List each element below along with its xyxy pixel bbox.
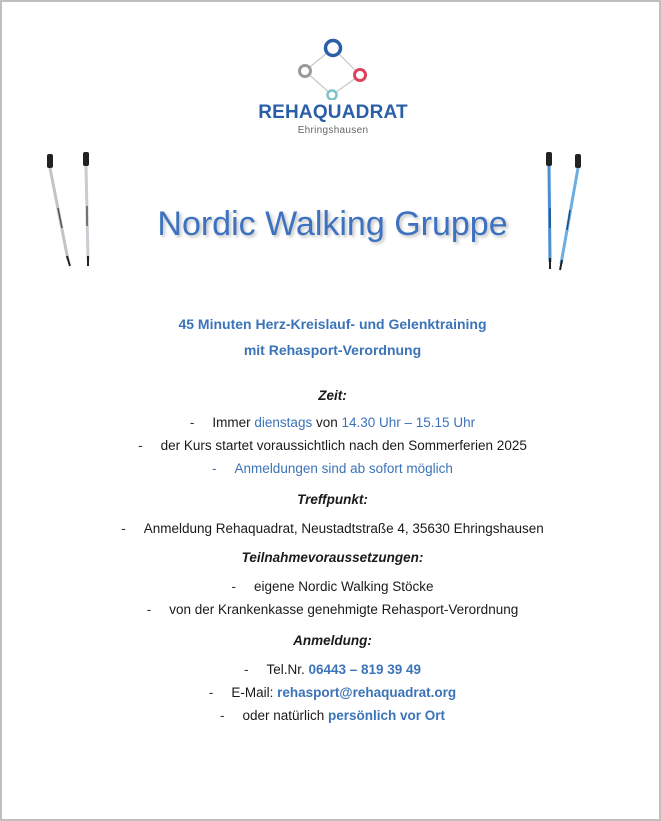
email-label: E-Mail: — [231, 685, 278, 700]
subtitle — [2, 311, 661, 363]
list-item-voraussetzungen-2 — [2, 598, 661, 621]
list-item-zeit-2 — [2, 434, 661, 457]
phone-number-link[interactable]: 06443 – 819 39 49 — [308, 662, 422, 677]
logo-location: Ehringshausen — [297, 125, 369, 136]
bullet-dash: - — [243, 662, 249, 677]
email-link[interactable]: rehasport@rehaquadrat.org — [277, 685, 457, 700]
treffpunkt-address: Anmeldung Rehaquadrat, Neustadtstraße 4, 35630 Ehringshausen — [143, 521, 544, 536]
section-heading-treffpunkt: Treffpunkt: — [297, 492, 368, 507]
zeit-mid: von — [312, 415, 342, 430]
subtitle-line-1: 45 Minuten Herz-Kreislauf- und Gelenktraining — [178, 316, 487, 332]
list-item-zeit-1 — [2, 411, 661, 434]
bullet-dash: - — [121, 521, 126, 536]
logo-brand-name: REHAQUADRAT — [258, 102, 408, 123]
bullet-dash: - — [219, 708, 225, 723]
list-item-treffpunkt-1 — [2, 517, 661, 540]
page-title: Nordic Walking Gruppe — [157, 205, 508, 243]
zeit-prefix: Immer — [212, 415, 255, 430]
voraussetzung-verordnung: von der Krankenkasse genehmigte Rehasport-Verordnung — [169, 602, 519, 617]
zeit-time: 14.30 Uhr – 15.15 Uhr — [341, 415, 476, 430]
bullet-dash: - — [146, 602, 152, 617]
bullet-dash: - — [208, 685, 214, 700]
list-item-anmeldung-inperson — [2, 704, 661, 727]
rehaquadrat-logo-mark-icon — [293, 38, 373, 100]
section-heading-zeit: Zeit: — [318, 388, 347, 403]
subtitle-line-2: mit Rehasport-Verordnung — [243, 342, 422, 358]
rehaquadrat-logo — [258, 38, 408, 136]
inperson-text: persönlich vor Ort — [328, 708, 446, 723]
list-item-voraussetzungen-1 — [2, 575, 661, 598]
bullet-dash: - — [138, 438, 143, 453]
zeit-registration-note: Anmeldungen sind ab sofort möglich — [234, 461, 453, 476]
zeit-start-note: der Kurs startet voraussichtlich nach den Sommerferien 2025 — [160, 438, 527, 453]
list-item-anmeldung-phone — [2, 658, 661, 681]
bullet-dash: - — [189, 415, 195, 430]
voraussetzung-stoecke: eigene Nordic Walking Stöcke — [253, 579, 434, 594]
list-item-zeit-3 — [2, 457, 661, 480]
zeit-day: dienstags — [254, 415, 313, 430]
list-item-anmeldung-email — [2, 681, 661, 704]
inperson-prefix: oder natürlich — [242, 708, 329, 723]
bullet-dash: - — [231, 579, 236, 594]
phone-label: Tel.Nr. — [266, 662, 309, 677]
flyer-content — [2, 384, 661, 727]
section-heading-anmeldung: Anmeldung: — [293, 633, 372, 648]
bullet-dash: - — [212, 461, 217, 476]
section-heading-voraussetzungen: Teilnahmevoraussetzungen: — [241, 550, 424, 565]
